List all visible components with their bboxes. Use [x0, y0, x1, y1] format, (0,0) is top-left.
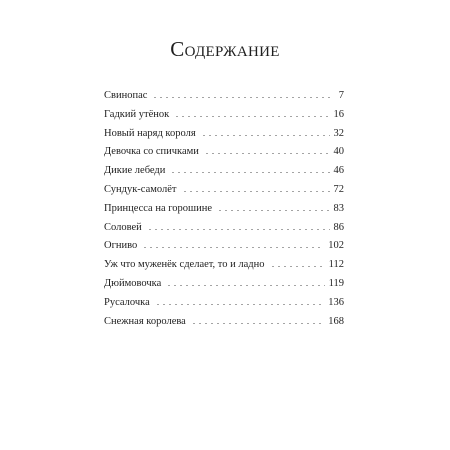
- toc-entry-title: Дюймовочка: [104, 277, 162, 289]
- toc-entry[interactable]: [104, 161, 344, 180]
- toc-entry-page-number: 46: [333, 165, 344, 177]
- toc-entry-page-number: 112: [328, 259, 344, 271]
- toc-entry[interactable]: [104, 86, 344, 105]
- toc-entry-page-number: 136: [328, 296, 344, 308]
- toc-entry-title: Уж что муженёк сделает, то и ладно: [104, 259, 265, 271]
- toc-entry-title: Гадкий утёнок: [104, 108, 170, 120]
- dot-leader: [217, 200, 329, 212]
- toc-entry[interactable]: [104, 218, 344, 237]
- toc-entry-title: Снежная королева: [104, 315, 186, 327]
- toc-entry[interactable]: [104, 274, 344, 293]
- toc-entry[interactable]: [104, 199, 344, 218]
- dot-leader: [270, 256, 325, 268]
- dot-leader: [166, 275, 324, 287]
- toc-entry[interactable]: [104, 105, 344, 124]
- dot-leader: [147, 219, 330, 231]
- toc-entry-title: Дикие лебеди: [104, 165, 166, 177]
- toc-entry-title: Свинопас: [104, 90, 148, 101]
- toc-entry-page-number: 83: [333, 202, 344, 214]
- dot-leader: [201, 125, 330, 137]
- toc-entry-page-number: 72: [333, 183, 344, 195]
- toc-entry-title: Девочка со спичками: [104, 146, 199, 158]
- toc-entry[interactable]: [104, 255, 344, 274]
- toc-entry[interactable]: [104, 312, 344, 331]
- toc-entry-page-number: 102: [328, 240, 344, 252]
- toc-entry-title: Соловей: [104, 221, 142, 233]
- page-title: Содержание: [170, 37, 280, 61]
- toc-entry-page-number: 40: [333, 146, 344, 158]
- toc-entry-title: Огниво: [104, 240, 138, 252]
- dot-leader: [191, 313, 324, 325]
- toc-entry-page-number: 32: [333, 127, 344, 139]
- toc-entry[interactable]: [104, 124, 344, 143]
- toc-entry[interactable]: [104, 236, 344, 255]
- toc-entry-title: Принцесса на горошине: [104, 202, 213, 214]
- table-of-contents: [104, 86, 344, 330]
- dot-leader: [155, 294, 325, 306]
- toc-entry-page-number: 168: [328, 315, 344, 327]
- dot-leader: [174, 106, 329, 118]
- dot-leader: [142, 237, 324, 249]
- toc-entry[interactable]: [104, 180, 344, 199]
- toc-entry-page-number: 7: [338, 90, 344, 101]
- toc-entry[interactable]: [104, 142, 344, 161]
- dot-leader: [152, 87, 330, 99]
- toc-entry-page-number: 119: [328, 277, 344, 289]
- toc-entry-title: Новый наряд короля: [104, 127, 196, 139]
- toc-entry-page-number: 86: [333, 221, 344, 233]
- toc-entry-page-number: 16: [333, 108, 344, 120]
- toc-entry[interactable]: [104, 293, 344, 312]
- toc-entry-title: Сундук-самолёт: [104, 183, 177, 195]
- toc-entry-title: Русалочка: [104, 296, 150, 308]
- dot-leader: [170, 162, 329, 174]
- dot-leader: [182, 181, 330, 193]
- dot-leader: [204, 143, 330, 155]
